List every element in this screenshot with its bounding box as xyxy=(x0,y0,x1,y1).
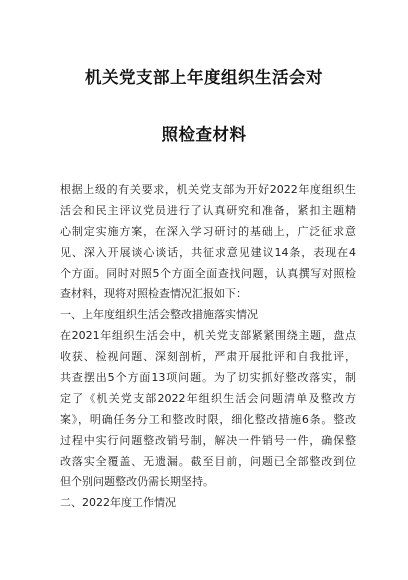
document-title-line-1: 机关党支部上年度组织生活会对 xyxy=(85,68,323,87)
body-line: 案》，明确任务分工和整改时限，细化整改措施6条。整改 xyxy=(60,412,356,426)
section-heading: 二、2022年度工作情况 xyxy=(60,496,176,510)
body-line: 过程中实行问题整改销号制，解决一件销号一件，确保整 xyxy=(60,433,356,447)
body-line: 在2021年组织生活会中，机关党支部紧紧围绕主题，盘点 xyxy=(60,329,356,343)
body-line: 收获、检视问题、深刻剖析，严肃开展批评和自我批评， xyxy=(60,350,356,364)
body-line: 查材料，现将对照检查情况汇报如下： xyxy=(60,287,247,301)
body-line: 个方面。同时对照5个方面全面查找问题，认真撰写对照检 xyxy=(60,266,356,280)
body-line: 根据上级的有关要求，机关党支部为开好2022年度组织生 xyxy=(60,183,356,196)
body-line: 定了《机关党支部2022年组织生活会问题清单及整改方 xyxy=(60,391,356,405)
body-line: 但个别问题整改仍需长期坚持。 xyxy=(60,475,214,489)
body-line: 活会和民主评议党员进行了认真研究和准备，紧扣主题精 xyxy=(60,203,356,217)
document-body xyxy=(60,180,356,514)
section-heading: 一、上年度组织生活会整改措施落实情况 xyxy=(60,308,258,322)
body-line: 共查摆出5个方面13项问题。为了切实抓好整改落实，制 xyxy=(60,371,356,385)
body-line: 心制定实施方案，在深入学习研讨的基础上，广泛征求意 xyxy=(60,224,356,238)
body-line: 改落实全覆盖、无遗漏。截至目前，问题已全部整改到位 xyxy=(60,454,356,468)
document-title-line-2: 照检查材料 xyxy=(161,125,247,144)
body-line: 见、深入开展谈心谈话，共征求意见建议14条，表现在4 xyxy=(60,245,356,259)
